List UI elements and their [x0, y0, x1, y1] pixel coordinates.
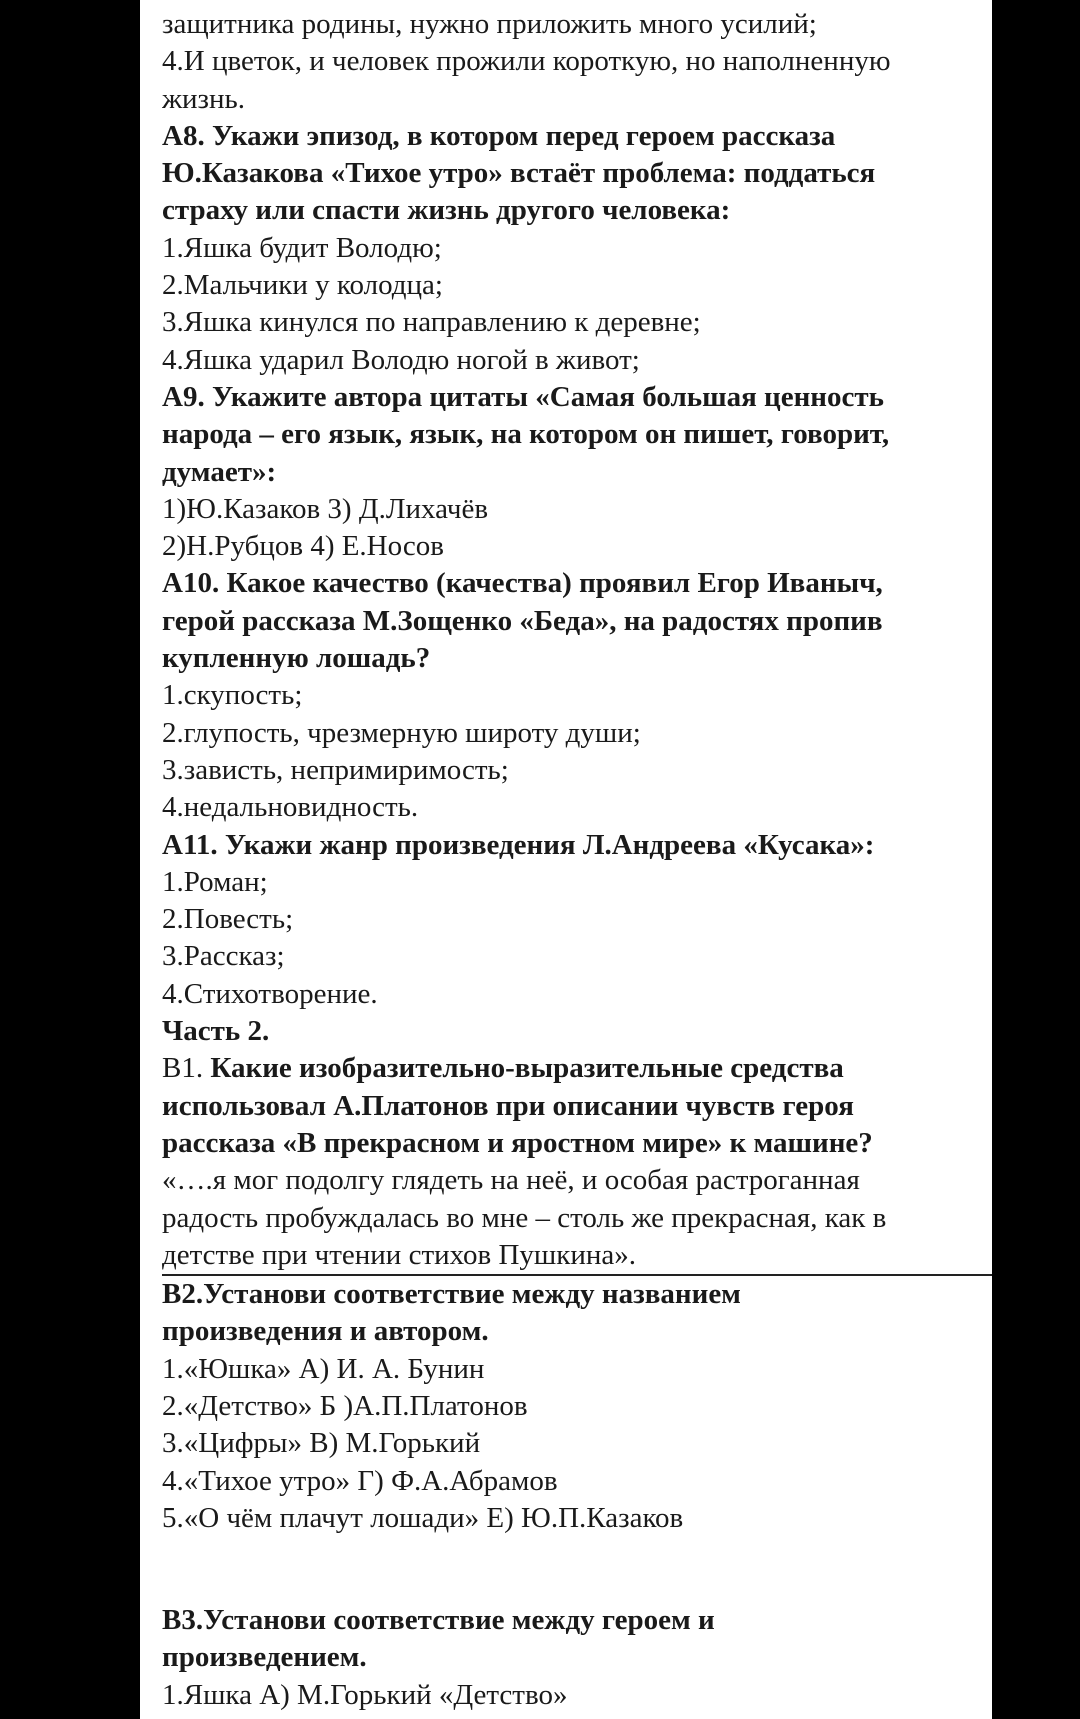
question-a10-line: А10. Какое качество (качества) проявил Егор Иваныч, [162, 567, 883, 600]
answer-option: 3.Рассказ; [162, 940, 285, 973]
answer-option: 1)Ю.Казаков 3) Д.Лихачёв [162, 492, 489, 525]
question-b2-line: В2.Установи соответствие между названием [162, 1278, 741, 1311]
question-b1-line [162, 1050, 977, 1087]
answer-option: 2.Мальчики у колодца; [162, 269, 443, 302]
answer-option: 3.зависть, непримиримость; [162, 753, 509, 786]
answer-option: 2.глупость, чрезмерную широту души; [162, 716, 641, 749]
question-a11-line: А11. Укажи жанр произведения Л.Андреева «Кусака»: [162, 828, 875, 861]
quote-line: «….я мог подолгу глядеть на неё, и особая растроганная [162, 1164, 860, 1197]
part-heading: Часть 2. [162, 1015, 270, 1048]
quote-line: детстве при чтении стихов Пушкина». [162, 1237, 992, 1276]
answer-option: 1.Роман; [162, 865, 268, 898]
text-line: защитника родины, нужно приложить много усилий; [162, 8, 817, 40]
question-b3-line: произведением. [162, 1641, 367, 1674]
answer-option: 1.Яшка будит Володю; [162, 231, 442, 264]
text-line: 4.И цветок, и человек прожили короткую, но наполненную [162, 45, 891, 78]
blank-gap [162, 1537, 977, 1602]
answer-option: 4.Стихотворение. [162, 977, 378, 1010]
question-a10-line: герой рассказа М.Зощенко «Беда», на радостях пропив [162, 604, 883, 637]
match-row: 2.«Детство» Б )А.П.Платонов [162, 1389, 528, 1422]
quote-line: радость пробуждалась во мне – столь же прекрасная, как в [162, 1201, 887, 1234]
answer-option: 4.недальновидность. [162, 791, 419, 824]
question-a9-line: А9. Укажите автора цитаты «Самая большая ценность [162, 380, 884, 413]
answer-option: 4.Яшка ударил Володю ногой в живот; [162, 343, 640, 376]
question-a8-line: страху или спасти жизнь другого человека: [162, 194, 731, 227]
question-a8-line: А8. Укажи эпизод, в котором перед героем рассказа [162, 119, 836, 152]
document-page [140, 0, 992, 1719]
question-a8-line: Ю.Казакова «Тихое утро» встаёт проблема: поддаться [162, 157, 876, 190]
text-line: жизнь. [162, 82, 246, 115]
answer-option: 1.скупость; [162, 679, 303, 712]
question-b1-line: рассказа «В прекрасном и яростном мире» к машине? [162, 1126, 873, 1159]
question-b3-line: В3.Установи соответствие между героем и [162, 1604, 715, 1637]
question-b1-line: использовал А.Платонов при описании чувств героя [162, 1089, 854, 1122]
match-row: 5.«О чём плачут лошади» Е) Ю.П.Казаков [162, 1501, 684, 1534]
question-text: Какие изобразительно-выразительные средства [210, 1052, 844, 1085]
question-b2-line: произведения и автором. [162, 1315, 489, 1348]
document-text [162, 6, 977, 1714]
answer-option: 2.Повесть; [162, 903, 294, 936]
match-row: 1.Яшка А) М.Горький «Детство» [162, 1678, 568, 1711]
match-row: 4.«Тихое утро» Г) Ф.А.Абрамов [162, 1464, 558, 1497]
question-a9-line: думает»: [162, 455, 277, 488]
question-a9-line: народа – его язык, язык, на котором он пишет, говорит, [162, 418, 890, 451]
match-row: 1.«Юшка» А) И. А. Бунин [162, 1352, 485, 1385]
answer-option: 3.Яшка кинулся по направлению к деревне; [162, 306, 701, 339]
answer-option: 2)Н.Рубцов 4) Е.Носов [162, 530, 444, 563]
match-row: 3.«Цифры» В) М.Горький [162, 1427, 481, 1460]
question-a10-line: купленную лошадь? [162, 642, 431, 675]
question-number: В1. [162, 1052, 204, 1085]
